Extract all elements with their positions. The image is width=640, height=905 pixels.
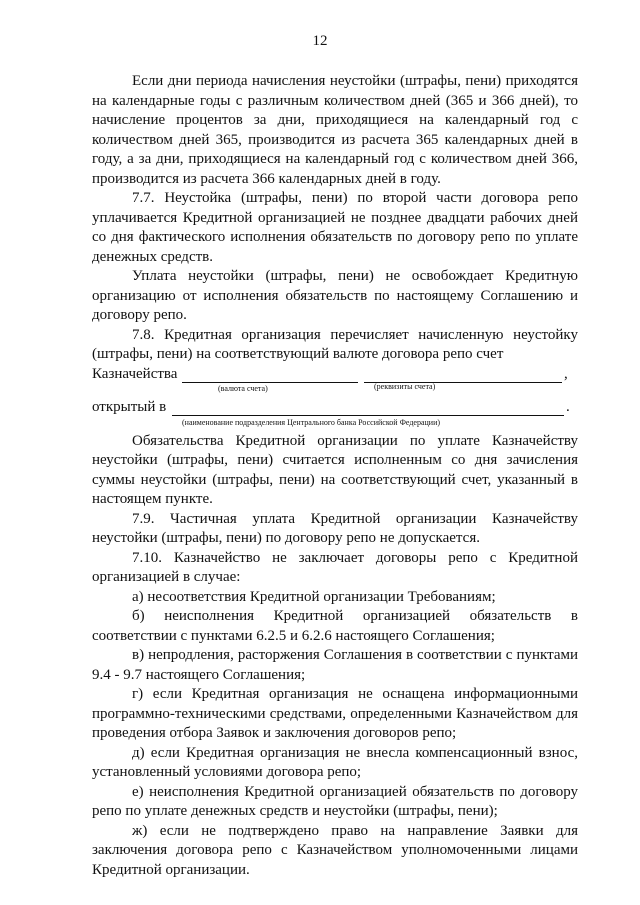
list-item-d: д) если Кредитная организация не внесла компенсационный взнос, установленный условиями договора репо; [92,744,578,780]
paragraph-leap-year: Если дни периода начисления неустойки (штрафы, пени) приходятся на календарные годы с различным количеством дней (365 и 366 дней), то начисление процентов за дни, приходящиеся на календарный год с количеством дней 365, производится из расчета 365 календарных дней в году, а за дни, приходящиеся на календарный год с количеством дней 366, производится из расчета 366 календарных дней в году. [92,73,578,187]
caption-details: (реквизиты счета) [374,382,436,391]
paragraph-7-7: 7.7. Неустойка (штрафы, пени) по второй части договора репо уплачивается Кредитной организацией не позднее двадцати рабочих дней со дня фактического исполнения обязательств по договору репо по уплате денежных средств. [92,190,578,265]
caption-division: (наименование подразделения Центрального банка Российской Федерации) [182,417,441,427]
list-item-a: а) несоответствия Кредитной организации Требованиям; [132,588,496,605]
paragraph-7-8: 7.8. Кредитная организация перечисляет начисленную неустойку (штрафы, пени) на соответствующий валюте договора репо счет [92,326,578,362]
paragraph-7-9: 7.9. Частичная уплата Кредитной организации Казначейству неустойки (штрафы, пени) по договору репо не допускается. [92,510,578,546]
paragraph-penalty-payment: Уплата неустойки (штрафы, пени) не освобождает Кредитную организацию от исполнения обязательств по настоящему Соглашению и договору репо. [92,268,578,323]
document-body [92,72,578,880]
caption-currency: (валюта счета) [218,384,268,393]
paragraph-7-10: 7.10. Казначейство не заключает договоры репо с Кредитной организацией в случае: [92,549,578,585]
list-item-b: б) неисполнения Кредитной организацией обязательств в соответствии с пунктами 6.2.5 и 6.2.6 настоящего Соглашения; [92,608,578,644]
treasury-label: Казначейства [92,365,178,382]
division-caption-row [92,418,578,432]
division-row [92,398,578,418]
comma: , [564,365,568,382]
opened-label: открытый в [92,399,167,415]
list-item-e: е) неисполнения Кредитной организацией обязательств по договору репо по уплате денежных средств и неустойки (штрафы, пени); [92,783,578,819]
page-number: 12 [312,33,328,49]
treasury-account-row [92,365,578,385]
period: . [566,399,570,415]
currency-blank [182,382,358,383]
list-item-zh: ж) если не подтверждено право на направление Заявки для заключения договора репо с Казначейством уполномоченными лицами Кредитной организации. [92,822,578,878]
list-item-g: г) если Кредитная организация не оснащена информационными программно-техническими средствами, определенными Казначейством для проведения отбора Заявок и заключения договоров репо; [92,686,578,741]
paragraph-obligation-fulfilled: Обязательства Кредитной организации по уплате Казначейству неустойки (штрафы, пени) считается исполненным со дня зачисления суммы неустойки (штрафы, пени) на соответствующий счет, указанный в настоящем пункте. [92,432,578,507]
account-captions [92,384,578,398]
division-blank [172,415,564,416]
list-item-v: в) непродления, расторжения Соглашения в соответствии с пунктами 9.4 - 9.7 настоящего Соглашения; [92,647,578,683]
